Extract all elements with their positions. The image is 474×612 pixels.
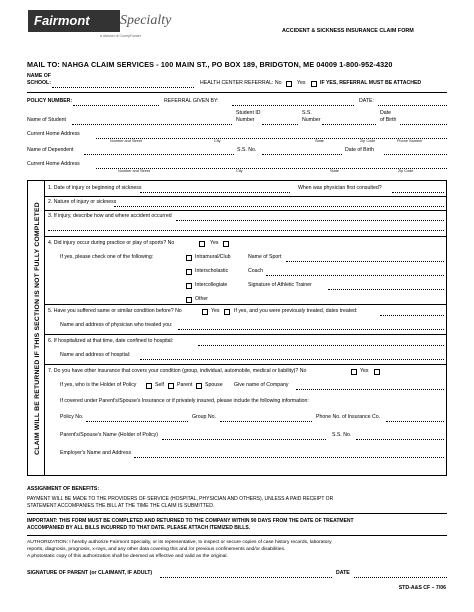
q5-treated-field[interactable] <box>380 315 444 316</box>
assignment-text-1: PAYMENT WILL BE MADE TO THE PROVIDERS OF SERVICE (HOSPITAL, PHYSICIAN AND OTHERS), UNLESS A PAID RECEIPT OR <box>27 496 334 502</box>
q7-company-label: Give name of Company <box>234 382 289 388</box>
dob-of-birth-label: of Birth <box>380 117 397 123</box>
q1-date-field[interactable] <box>140 192 290 193</box>
q4-trainer-label: Signature of Athletic Trainer <box>248 282 312 288</box>
current-home-address-label: Current Home Address <box>27 131 80 137</box>
referral-given-by-label: REFERRAL GIVEN BY: <box>164 98 219 104</box>
name-of-student-label: Name of Student <box>27 117 66 123</box>
q4-sport-label: Name of Sport <box>248 254 282 260</box>
q4-label: 4. Did injury occur during practice or play of sports? No <box>48 240 175 246</box>
q5-physician-field[interactable] <box>178 329 444 330</box>
sidebar-divider <box>44 180 45 476</box>
school-name-field[interactable] <box>52 87 194 88</box>
dependent-dob-field[interactable] <box>384 154 447 155</box>
student-id-number-label: Number <box>236 117 255 123</box>
addr-sub-zip: Zip Code <box>360 139 376 143</box>
q4-ifyes-label: If yes, please check one of the following: <box>60 254 154 260</box>
ss-number-label: Number <box>302 117 321 123</box>
q5-treated-label: If yes, and you were previously treated, dates treated: <box>234 308 358 314</box>
q2-field[interactable] <box>114 206 444 207</box>
important-text-2: ACCOMPANIED BY ALL BILLS INCURRED TO THAT DATE. PLEASE ATTACH ITEMIZED BILLS. <box>27 525 251 531</box>
addr-sub-city: City <box>214 139 221 143</box>
q5-physician-label: Name and address of physician who treated you: <box>60 322 173 328</box>
addr2-sub-city: City <box>236 169 243 173</box>
sidebar-warning-text: CLAIM WILL BE RETURNED IF THIS SECTION IS NOT FULLY COMPLETED <box>33 201 41 455</box>
q7-yes-label: Yes <box>360 368 369 374</box>
q5-yes-label: Yes <box>211 308 220 314</box>
logo-tagline: a division of CrumpForster <box>100 34 142 38</box>
student-id-label: Student ID <box>236 110 261 116</box>
q1-label: 1. Date of injury or beginning of sickness <box>48 185 142 191</box>
dob-date-label: Date <box>380 110 391 116</box>
q4-yes-label: Yes <box>210 240 219 246</box>
mailing-address: MAIL TO: NAHGA CLAIM SERVICES - 100 MAIN ST., PO BOX 189, BRIDGTON, ME 04009 1-800-952-4320 <box>27 60 393 69</box>
important-text-1: IMPORTANT: THIS FORM MUST BE COMPLETED AND RETURNED TO THE COMPANY WITHIN 90 DAYS FROM THE DATE OF TREATMENT <box>27 518 354 524</box>
home-address-field[interactable] <box>96 138 447 139</box>
divider <box>44 304 447 305</box>
q7-covered-label: If covered under Parent's/Spouse's Insurance or if privately insured, please include the following information: <box>60 398 309 404</box>
q7-no-checkbox[interactable] <box>351 369 357 375</box>
referral-note: IF YES, REFERRAL MUST BE ATTACHED <box>320 80 422 86</box>
q7-label: 7. Do you have other insurance that covers your condition (group, individual, automobile, medical or liability)? No <box>48 368 307 374</box>
student-id-field[interactable] <box>262 124 298 125</box>
q4-coach-field[interactable] <box>266 275 444 276</box>
q7-company-field[interactable] <box>296 389 444 390</box>
q7-parent-checkbox[interactable] <box>168 383 174 389</box>
policy-number-field[interactable] <box>73 105 159 106</box>
divider <box>44 364 447 365</box>
date-field[interactable] <box>378 105 447 106</box>
q7-self-label: Self <box>155 382 164 388</box>
q5-yes-checkbox[interactable] <box>224 309 230 315</box>
name-of-label: NAME OF <box>27 73 51 79</box>
q5-label: 5. Have you suffered same or similar condition before? No <box>48 308 182 314</box>
q4-coach-label: Coach <box>248 268 263 274</box>
group-no-field[interactable] <box>220 421 312 422</box>
q6-hospital-field[interactable] <box>140 359 444 360</box>
q5-no-checkbox[interactable] <box>202 309 208 315</box>
logo-suffix: Specialty <box>120 13 172 28</box>
ss-label: S.S. <box>302 110 312 116</box>
dependent-address-label: Current Home Address <box>27 161 80 167</box>
employer-field[interactable] <box>134 457 444 458</box>
addr2-sub-state: State <box>330 169 339 173</box>
employer-label: Employer's Name and Address <box>60 450 132 456</box>
q4-intercollegiate-checkbox[interactable] <box>186 283 192 289</box>
sidebar-warning <box>30 181 44 475</box>
referral-yes-label: Yes <box>297 80 306 86</box>
holder-name-field[interactable] <box>162 439 326 440</box>
q7-spouse-checkbox[interactable] <box>196 383 202 389</box>
group-no-label: Group No. <box>192 414 216 420</box>
dependent-name-field[interactable] <box>84 154 234 155</box>
q4-other-checkbox[interactable] <box>186 297 192 303</box>
divider <box>44 210 447 211</box>
holder-name-label: Parent's/Spouse's Name (Holder of Policy) <box>60 432 158 438</box>
q4-intramural-checkbox[interactable] <box>186 255 192 261</box>
referral-given-by-field[interactable] <box>232 105 354 106</box>
signature-label: SIGNATURE OF PARENT (or CLAIMANT, IF ADULT) <box>27 570 153 576</box>
divider <box>27 513 447 514</box>
phone-ins-field[interactable] <box>386 421 444 422</box>
addr-sub-phone: Phone Number <box>397 139 423 143</box>
referral-label: HEALTH CENTER REFERRAL: No <box>200 80 282 86</box>
q3-field[interactable] <box>176 220 444 221</box>
q4-yes-checkbox[interactable] <box>223 241 229 247</box>
date-label: DATE: <box>359 98 374 104</box>
ss-field[interactable] <box>322 124 376 125</box>
referral-no-checkbox[interactable] <box>286 81 292 87</box>
q4-sport-field[interactable] <box>286 261 444 262</box>
q3-field-line2[interactable] <box>48 230 444 231</box>
q6-date-field[interactable] <box>198 345 444 346</box>
q4-interscholastic-checkbox[interactable] <box>186 269 192 275</box>
q4-no-checkbox[interactable] <box>199 241 205 247</box>
dob-field[interactable] <box>400 124 447 125</box>
policy-no-label: Policy No. <box>60 414 84 420</box>
dependent-ss-label: S.S. No. <box>237 147 257 153</box>
addr2-sub-zip: Zip Code <box>398 169 414 173</box>
q1b-field[interactable] <box>392 192 444 193</box>
q4-other-label: Other <box>195 296 208 302</box>
q7-yes-checkbox[interactable] <box>374 369 380 375</box>
name-of-dependent-label: Name of Dependent <box>27 147 74 153</box>
holder-ss-field[interactable] <box>356 439 444 440</box>
divider <box>27 535 447 536</box>
authorization-text-1: AUTHORIZATION: I hereby authorize Fairmont Specialty, or its representative, to inspect or secure copies of case history records, laboratory <box>27 540 332 545</box>
authorization-text-2: reports, diagnosis, prognosis, x-rays, and any other data covering this and /or previous confinements and/or disabilities. <box>27 547 286 552</box>
q4-intercollegiate-label: Intercollegiate <box>195 282 228 288</box>
phone-ins-label: Phone No. of Insurance Co. <box>316 414 381 420</box>
q4-intramural-label: Intramural/Club <box>195 254 231 260</box>
assignment-title: ASSIGNMENT OF BENEFITS: <box>27 486 100 492</box>
dependent-dob-label: Date of Birth <box>345 147 374 153</box>
q1b-label: When was physician first consulted? <box>298 185 382 191</box>
q7-parent-label: Parent <box>177 382 193 388</box>
q3-label: 3. If injury, describe how and where accident occurred <box>48 213 172 219</box>
divider <box>44 236 447 237</box>
signature-date-label: DATE <box>336 570 350 576</box>
q7-holder-label: If yes, who is the Holder of Policy <box>60 382 137 388</box>
assignment-text-2: STATEMENT ACCOMPANIES THE BILL AT THE TIME THE CLAIM IS SUBMITTED. <box>27 503 215 509</box>
divider <box>27 92 447 93</box>
dependent-ss-field[interactable] <box>262 154 342 155</box>
q6-label: 6. If hospitalized at that time, date confined to hospital: <box>48 338 174 344</box>
authorization-text-3: A photostatic copy of this authorization shall be deemed as effective and valid as the original. <box>27 554 228 559</box>
form-code: STD-A&S CF – 7/06 <box>398 585 446 591</box>
school-label: SCHOOL: <box>27 80 51 86</box>
form-title: ACCIDENT & SICKNESS INSURANCE CLAIM FORM <box>282 28 414 34</box>
company-logo <box>28 10 120 32</box>
addr-sub-state: State <box>315 139 324 143</box>
q2-label: 2. Nature of injury or sickness <box>48 199 117 205</box>
signature-field[interactable] <box>160 577 332 578</box>
q7-spouse-label: Spouse <box>205 382 223 388</box>
divider <box>44 196 447 197</box>
holder-ss-label: S.S. No. <box>332 432 352 438</box>
q7-self-checkbox[interactable] <box>146 383 152 389</box>
q6-hospital-label: Name and address of hospital: <box>60 352 131 358</box>
q4-trainer-field[interactable] <box>328 289 444 290</box>
addr2-sub-street: Number and Street <box>118 169 151 173</box>
referral-yes-checkbox[interactable] <box>311 81 317 87</box>
divider <box>44 334 447 335</box>
addr-sub-street: Number and Street <box>110 139 143 143</box>
logo-text: Fairmont <box>34 13 90 28</box>
policy-number-label: POLICY NUMBER: <box>27 98 73 104</box>
policy-no-field[interactable] <box>86 421 188 422</box>
student-name-field[interactable] <box>72 124 232 125</box>
signature-date-field[interactable] <box>354 577 447 578</box>
q4-interscholastic-label: Interscholastic <box>195 268 229 274</box>
